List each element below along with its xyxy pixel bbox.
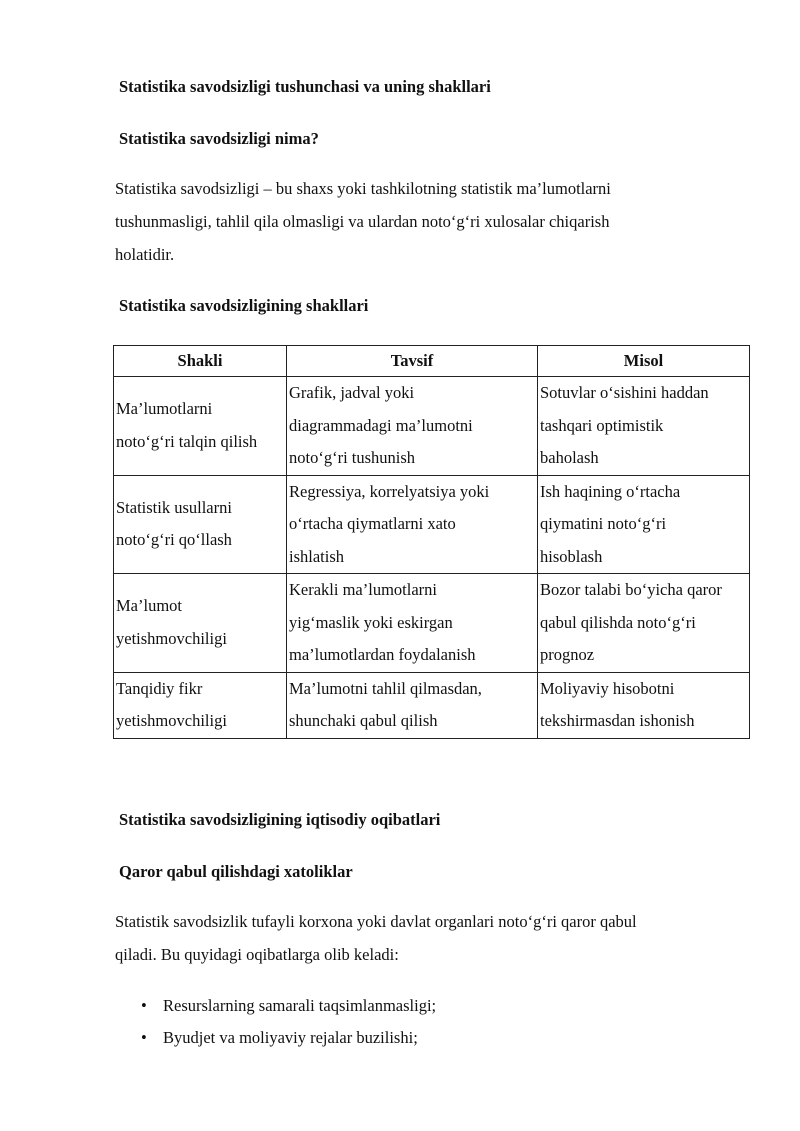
table-cell-misol [538, 475, 750, 574]
table-cell-tavsif [287, 475, 538, 574]
table-row [114, 475, 750, 574]
cell-line: noto‘g‘ri tushunish [289, 448, 416, 467]
table-cell-tavsif [287, 574, 538, 673]
cell-line: Sotuvlar o‘sishini haddan [540, 383, 709, 402]
table-row [114, 574, 750, 673]
cell-line: yetishmovchiligi [116, 628, 227, 648]
section-heading-consequences: Statistika savodsizligining iqtisodiy oqibatlari [119, 810, 441, 829]
cell-line: tekshirmasdan ishonish [540, 711, 695, 730]
bullet-icon: • [141, 996, 147, 1015]
cell-line: ma’lumotlardan foydalanish [289, 645, 476, 664]
cell-line: noto‘g‘ri talqin qilish [116, 431, 258, 451]
table-cell-misol [538, 574, 750, 673]
table-cell-tavsif [287, 377, 538, 476]
table-cell-misol [538, 377, 750, 476]
section-heading-forms: Statistika savodsizligining shakllari [119, 296, 369, 315]
cell-line: baholash [540, 448, 599, 467]
table-cell-shakli [114, 574, 287, 673]
table-cell-shakli [114, 672, 287, 738]
cell-line: Grafik, jadval yoki [289, 383, 415, 402]
table-cell-tavsif [287, 672, 538, 738]
bullet-icon: • [141, 1028, 147, 1047]
table-row [114, 672, 750, 738]
cell-line: Regressiya, korrelyatsiya yoki [289, 481, 490, 501]
table-cell-misol [538, 672, 750, 738]
section-heading-errors: Qaror qabul qilishdagi xatoliklar [119, 862, 353, 881]
definition-line: tushunmasligi, tahlil qila olmasligi va ulardan noto‘g‘ri xulosalar chiqarish [115, 212, 610, 231]
list-item-text: Byudjet va moliyaviy rejalar buzilishi; [163, 1028, 418, 1047]
cell-line: Bozor talabi bo‘yicha qaror [540, 580, 722, 599]
cell-line: prognoz [540, 645, 595, 664]
cell-line: Ma’lumotlarni [116, 399, 213, 419]
cell-line: Kerakli ma’lumotlarni [289, 580, 437, 599]
cell-line: tashqari optimistik [540, 415, 664, 435]
cell-line: diagrammadagi ma’lumotni [289, 415, 473, 435]
document-title: Statistika savodsizligi tushunchasi va uning shakllari [119, 77, 491, 96]
list-item [115, 990, 436, 1022]
list-item-text: Resurslarning samarali taqsimlanmasligi; [163, 996, 437, 1015]
table-cell-shakli [114, 475, 287, 574]
cell-line: Statistik usullarni [116, 497, 232, 517]
cell-line: Moliyaviy hisobotni [540, 678, 675, 698]
definition-paragraph [115, 172, 715, 271]
cell-line: ishlatish [289, 546, 345, 566]
cell-line: noto‘g‘ri qo‘llash [116, 530, 232, 550]
cell-line: shunchaki qabul qilish [289, 711, 438, 730]
table-cell-shakli [114, 377, 287, 476]
cell-line: Ma’lumot [116, 596, 182, 616]
column-header-tavsif: Tavsif [287, 346, 538, 377]
column-header-misol: Misol [538, 346, 750, 377]
cell-line: Ma’lumotni tahlil qilmasdan, [289, 678, 482, 698]
errors-line: Statistik savodsizlik tufayli korxona yoki davlat organlari noto‘g‘ri qaror qabul [115, 912, 637, 931]
cell-line: yig‘maslik yoki eskirgan [289, 612, 453, 632]
errors-line: qiladi. Bu quyidagi oqibatlarga olib keladi: [115, 945, 399, 964]
table-header-row [114, 346, 750, 377]
cell-line: qiymatini noto‘g‘ri [540, 514, 667, 533]
cell-line: qabul qilishda noto‘g‘ri [540, 612, 696, 632]
table-row [114, 377, 750, 476]
definition-line: holatidir. [115, 245, 175, 264]
cell-line: Ish haqining o‘rtacha [540, 481, 681, 501]
column-header-shakli: Shakli [114, 346, 287, 377]
forms-table [113, 345, 750, 739]
cell-line: hisoblash [540, 546, 603, 566]
list-item [115, 1022, 436, 1054]
definition-line: Statistika savodsizligi – bu shaxs yoki tashkilotning statistik ma’lumotlarni [115, 179, 611, 198]
section-heading-what-is: Statistika savodsizligi nima? [119, 129, 319, 148]
errors-paragraph [115, 905, 715, 971]
consequences-list [115, 990, 436, 1054]
cell-line: o‘rtacha qiymatlarni xato [289, 514, 456, 533]
cell-line: yetishmovchiligi [116, 711, 227, 730]
cell-line: Tanqidiy fikr [116, 678, 203, 698]
